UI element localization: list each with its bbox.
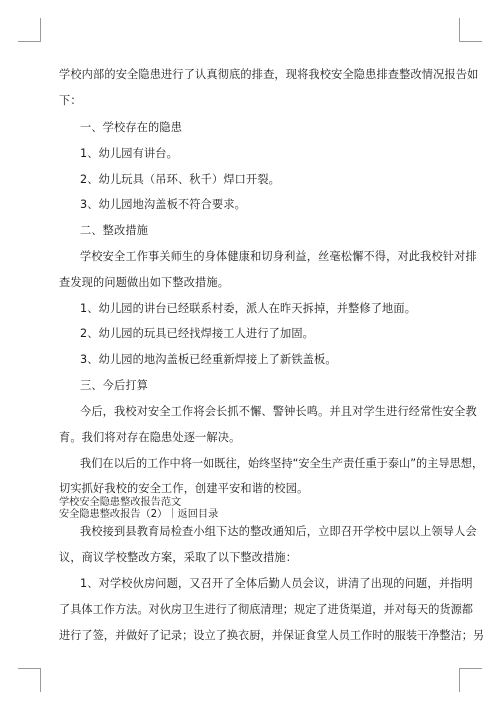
paragraph-line: 切实抓好我校的安全工作，创建平安和谐的校园。: [59, 482, 309, 495]
article-title: 学校安全隐患整改报告范文: [59, 497, 182, 508]
list-item: 1、幼儿园有讲台。: [80, 147, 178, 160]
paragraph-line: 育。我们将对存在隐患处逐一解决。: [59, 431, 241, 444]
paragraph-line: 我们在以后的工作中将一如既往，始终坚持“安全生产责任重于泰山”的主导思想，: [80, 457, 484, 470]
paragraph-line: 议，商议学校整改方案，采取了以下整改措施：: [59, 551, 298, 564]
list-item: 1、幼儿园的讲台已经联系村委，派人在昨天拆掉，并整修了地面。: [80, 302, 417, 315]
list-item: 1、对学校伙房问题，又召开了全体后勤人员会议，讲清了出现的问题，并指明: [80, 577, 473, 590]
paragraph-line: 我校接到县教育局检查小组下达的整改通知后，立即召开学校中层以上领导人会: [80, 525, 477, 538]
section-heading: 一、学校存在的隐患: [80, 121, 183, 134]
return-to-contents-link[interactable]: 安全隐患整改报告（2）｜返回目录: [59, 509, 219, 520]
paragraph-line: 进行了签，并做好了记录；设立了换衣厨，并保证食堂人员工作时的服装干净整洁；另: [59, 629, 485, 642]
paragraph-line: 下：: [59, 94, 82, 107]
paragraph-line: 学校内部的安全隐患进行了认真彻底的排查，现将我校安全隐患排查整改情况报告如: [59, 68, 479, 81]
section-heading: 三、今后打算: [80, 379, 149, 392]
list-item: 3、幼儿园的地沟盖板已经重新焊接上了新铁盖板。: [80, 353, 337, 366]
list-item: 3、幼儿园地沟盖板不符合要求。: [80, 198, 246, 211]
paragraph-line: 学校安全工作事关师生的身体健康和切身利益，丝毫松懈不得，对此我校针对排: [80, 250, 477, 263]
paragraph-line: 了具体工作方法。对伙房卫生进行了彻底清理；规定了进货渠道，并对每天的货源都: [59, 603, 473, 616]
paragraph-line: 今后，我校对安全工作将会长抓不懈、警钟长鸣。并且对学生进行经常性安全教: [80, 405, 477, 418]
list-item: 2、幼儿园的玩具已经找焊接工人进行了加固。: [80, 327, 315, 340]
paragraph-line: 查发现的问题做出如下整改措施。: [59, 276, 230, 289]
list-item: 2、幼儿玩具（吊环、秋千）焊口开裂。: [80, 173, 281, 186]
section-heading: 二、整改措施: [80, 224, 149, 237]
